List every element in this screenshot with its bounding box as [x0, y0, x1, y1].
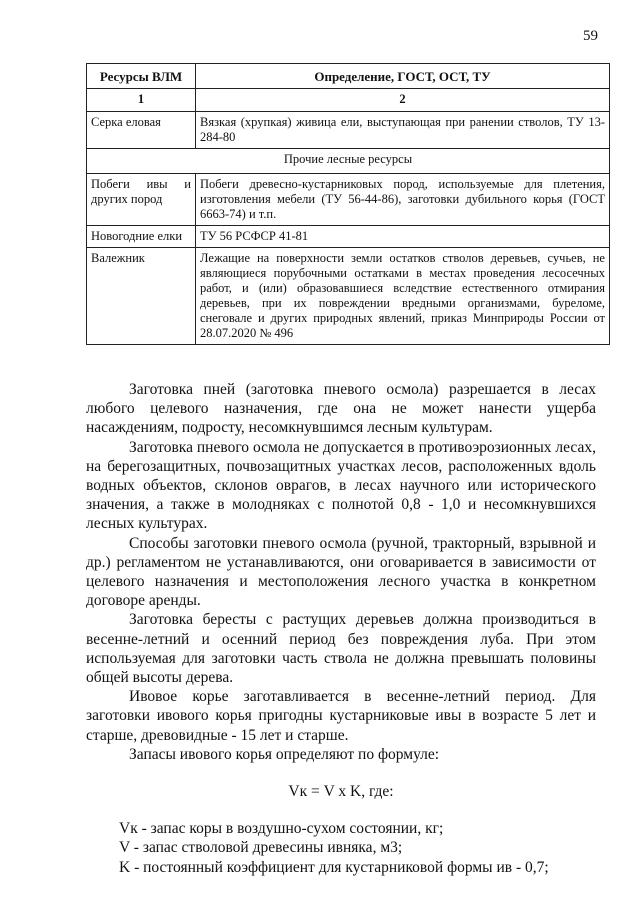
resource-cell: Валежник [87, 248, 196, 345]
page-number: 59 [583, 28, 598, 44]
formula-definition: K - постоянный коэффициент для кустарниковой формы ив - 0,7; [119, 858, 549, 876]
resources-table [86, 63, 610, 345]
formula-definition: Vк - запас коры в воздушно-сухом состоянии, кг; [119, 820, 444, 838]
body-text [86, 380, 596, 877]
paragraph: Заготовка пней (заготовка пневого осмола) разрешается в лесах любого целевого назначения, где она не может нанести ущерба насаждениям, подросту, несомкнувшимся лесным культурам. [86, 381, 596, 437]
definition-cell: Вязкая (хрупкая) живица ели, выступающая при ранении стволов, ТУ 13-284-80 [196, 112, 610, 149]
table-header-row [87, 64, 610, 89]
paragraph: Заготовка бересты с растущих деревьев должна производиться в весенне-летний и осенний период без повреждения луба. При этом используемая для заготовки часть ствола не должна превышать половины общей высоты дерева. [86, 611, 596, 687]
column-number-1: 1 [87, 89, 196, 112]
definition-cell: Лежащие на поверхности земли остатков стволов деревьев, сучьев, не являющиеся порубочными остатками в местах проведения лесосечных работ, и (или) образовавшиеся вследствие естественного отмирания деревьев, при их повреждении вредными организмами, буреломе, снеговале и других природных явлений, приказ Минприроды России от 28.07.2020 № 496 [196, 248, 610, 345]
paragraph: Запасы ивового корья определяют по формуле: [129, 745, 440, 763]
resource-cell: Серка еловая [87, 112, 196, 149]
paragraph: Способы заготовки пневого осмола (ручной, тракторный, взрывной и др.) регламентом не устанавливаются, они оговаривается в зависимости от целевого назначения и местоположения лесного участка в конкретном договоре аренды. [86, 534, 596, 610]
section-title: Прочие лесные ресурсы [87, 149, 610, 174]
table-row [87, 174, 610, 226]
resource-cell: Побеги ивы и других пород [87, 174, 196, 226]
table-row [87, 248, 610, 345]
resource-cell: Новогодние елки [87, 226, 196, 248]
header-resources: Ресурсы ВЛМ [87, 64, 196, 89]
header-definition: Определение, ГОСТ, ОСТ, ТУ [196, 64, 610, 89]
section-row [87, 149, 610, 174]
column-number-2: 2 [196, 89, 610, 112]
definition-cell: ТУ 56 РСФСР 41-81 [196, 226, 610, 248]
formula-definition: V - запас стволовой древесины ивняка, м3; [119, 839, 403, 857]
paragraph: Ивовое корье заготавливается в весенне-летний период. Для заготовки ивового корья пригодны кустарниковые ивы в возрасте 5 лет и старше, древовидные - 15 лет и старше. [86, 688, 596, 744]
table-row [87, 112, 610, 149]
column-number-row [87, 89, 610, 112]
paragraph: Заготовка пневого осмола не допускается в противоэрозионных лесах, на берегозащитных, почвозащитных участках лесов, расположенных вдоль водных объектов, склонов оврагов, в лесах научного или исторического значения, а также в молодняках с полнотой 0,8 - 1,0 и несомкнувшихся лесных культурах. [86, 438, 596, 533]
table-row [87, 226, 610, 248]
formula: Vк = V x K, где: [288, 783, 394, 801]
definition-cell: Побеги древесно-кустарниковых пород, используемые для плетения, изготовления мебели (ТУ 56-44-86), заготовки дубильного корья (ГОСТ 6663-74) и т.п. [196, 174, 610, 226]
